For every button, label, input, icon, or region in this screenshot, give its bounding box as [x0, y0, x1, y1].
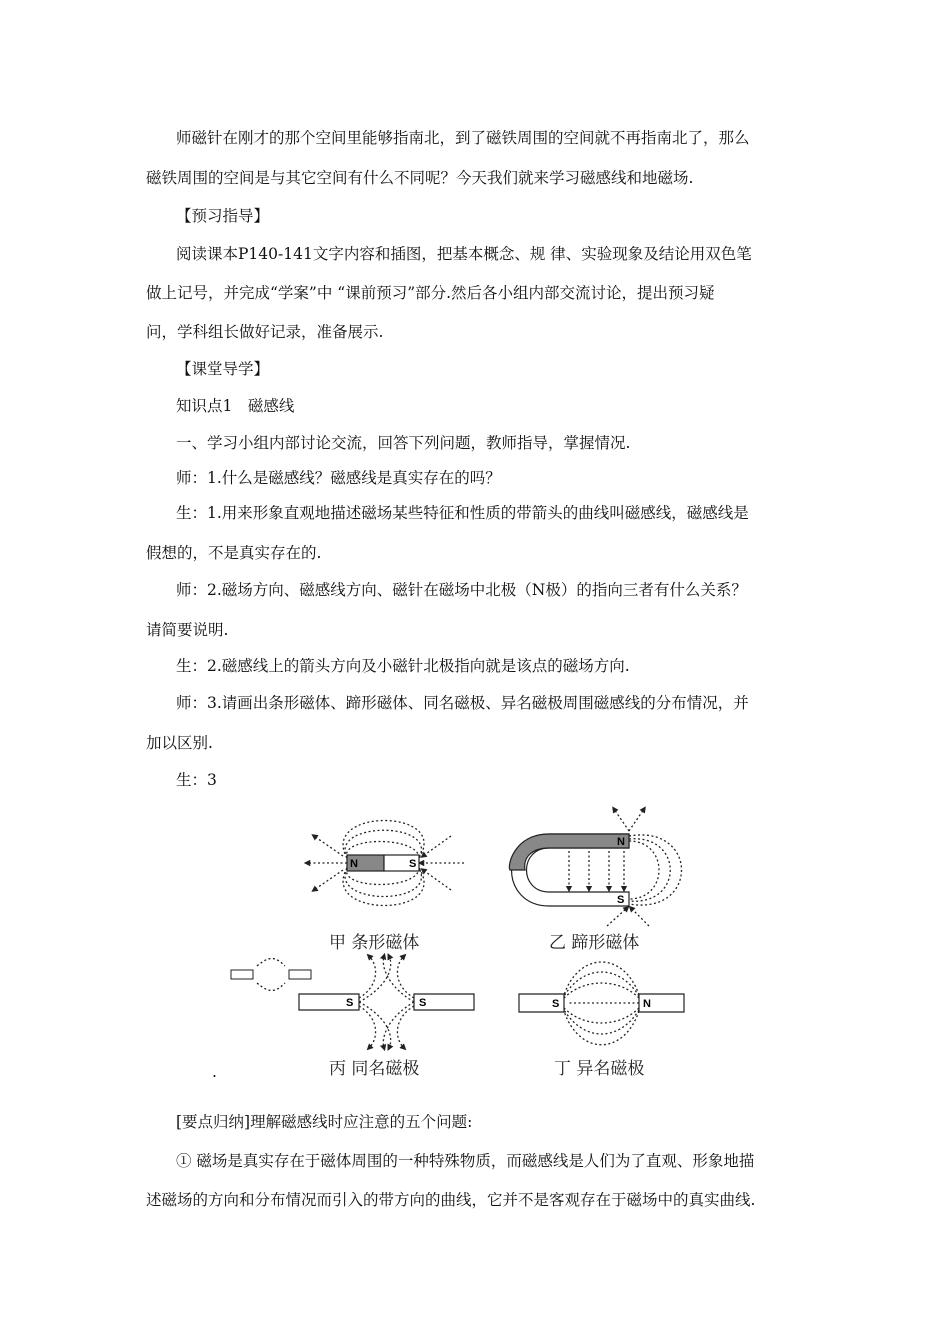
teacher-question-3-line-2: 加以区别.	[146, 734, 213, 752]
knowledge-point-title: 知识点1 磁感线	[176, 397, 295, 415]
magnetic-field-figure	[229, 806, 687, 1078]
student-answer-1-line-2: 假想的，不是真实存在的.	[146, 544, 322, 562]
unlike-poles-diagram	[519, 962, 684, 1078]
student-answer-3: 生：3	[176, 771, 217, 789]
horseshoe-n-label: N	[617, 836, 625, 848]
like-poles-diagram	[299, 956, 474, 1078]
summary-item-1-line-2: 述磁场的方向和分布情况而引入的带方向的曲线，它并不是客观存在于磁场中的真实曲线.	[146, 1191, 756, 1209]
paragraph-intro-line-1: 师磁针在刚才的那个空间里能够指南北，到了磁铁周围的空间就不再指南北了，那么	[176, 129, 750, 147]
horseshoe-magnet-diagram	[509, 809, 681, 953]
caption-unlike-poles: 丁 异名磁极	[554, 1059, 645, 1078]
caption-bar-magnet: 甲 条形磁体	[329, 933, 420, 953]
teacher-question-2-line-1: 师：2.磁场方向、磁感线方向、磁针在磁场中北极（N极）的指向三者有什么关系？	[176, 581, 747, 599]
caption-horseshoe-magnet: 乙 蹄形磁体	[549, 933, 640, 953]
heading-class-guide: 【课堂导学】	[176, 360, 270, 378]
paragraph-preview-line-3: 问，学科组长做好记录，准备展示.	[146, 323, 384, 341]
question-intro: 一、学习小组内部讨论交流，回答下列问题，教师指导，掌握情况.	[176, 434, 631, 452]
small-poles-thumbnail	[231, 959, 311, 991]
like-poles-left-s-label: S	[346, 997, 354, 1009]
teacher-question-3-line-1: 师：3.请画出条形磁体、蹄形磁体、同名磁极、异名磁极周围磁感线的分布情况，并	[176, 694, 749, 712]
bar-magnet-n-label: N	[350, 858, 358, 870]
bar-magnet-s-label: S	[409, 858, 417, 870]
horseshoe-s-label: S	[617, 894, 625, 906]
unlike-poles-n-label: N	[643, 998, 651, 1010]
teacher-question-1: 师：1.什么是磁感线？磁感线是真实存在的吗？	[176, 469, 501, 487]
teacher-question-2-line-2: 请简要说明.	[146, 621, 229, 639]
caption-like-poles: 丙 同名磁极	[329, 1059, 420, 1078]
unlike-poles-s-label: S	[552, 998, 560, 1010]
student-answer-1-line-1: 生：1.用来形象直观地描述磁场某些特征和性质的带箭头的曲线叫磁感线，磁感线是	[176, 504, 749, 522]
heading-preview-guide: 【预习指导】	[176, 207, 270, 225]
bar-magnet-diagram	[307, 821, 464, 954]
paragraph-preview-line-2: 做上记号，并完成“学案”中 “课前预习”部分.然后各小组内部交流讨论，提出预习疑	[146, 284, 715, 302]
summary-item-1-line-1: ① 磁场是真实存在于磁体周围的一种特殊物质，而磁感线是人们为了直观、形象地描	[176, 1152, 755, 1170]
paragraph-intro-line-2: 磁铁周围的空间是与其它空间有什么不同呢？今天我们就来学习磁感线和地磁场.	[146, 169, 694, 187]
paragraph-preview-line-1: 阅读课本P140-141文字内容和插图，把基本概念、规 律、实验现象及结论用双色笔	[176, 245, 752, 263]
student-answer-2: 生：2.磁感线上的箭头方向及小磁针北极指向就是该点的磁场方向.	[176, 657, 630, 675]
summary-heading: [要点归纳]理解磁感线时应注意的五个问题:	[176, 1113, 473, 1131]
figure-trailing-dot: .	[212, 1063, 217, 1081]
like-poles-right-s-label: S	[419, 997, 427, 1009]
